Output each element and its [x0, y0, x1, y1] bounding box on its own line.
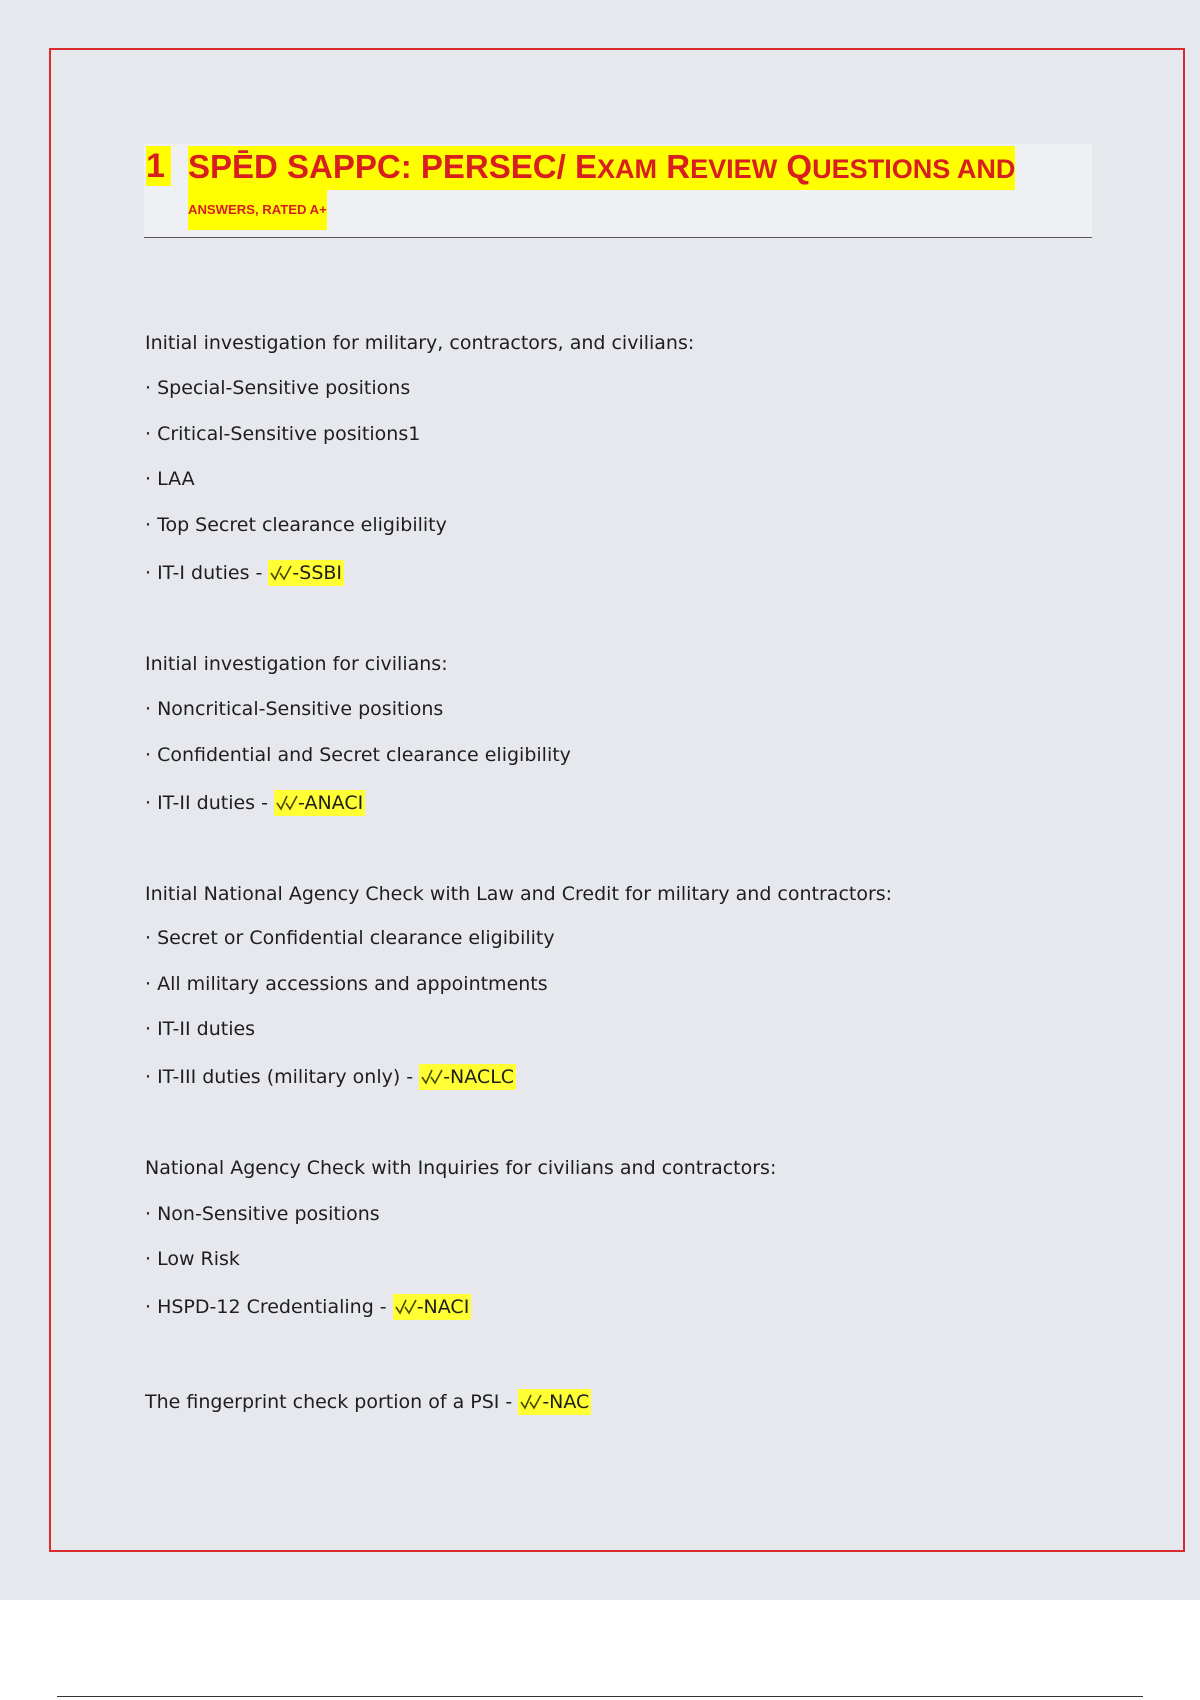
title-line-1: SPĒD SAPPC: PERSEC/ EXAM REVIEW QUESTIONS AND — [188, 146, 1015, 190]
section-heading: National Agency Check with Inquiries for civilians and contractors: — [145, 1157, 777, 1179]
answer-highlight — [268, 560, 344, 586]
footer-divider — [57, 1696, 1143, 1697]
answer-prefix: · HSPD-12 Credentialing - — [145, 1296, 393, 1318]
answer-line — [145, 1389, 591, 1415]
bullet-item: · Noncritical-Sensitive positions — [145, 698, 444, 720]
answer-line — [145, 1064, 516, 1090]
answer-highlight — [419, 1064, 516, 1090]
answer-prefix: The fingerprint check portion of a PSI - — [145, 1391, 519, 1413]
section-heading: Initial investigation for military, contractors, and civilians: — [145, 332, 695, 354]
double-checkmark-icon — [520, 1392, 542, 1410]
answer-text: -SSBI — [292, 562, 343, 584]
title-number: 1 — [146, 146, 171, 186]
answer-prefix: · IT-II duties - — [145, 792, 275, 814]
section-heading: Initial National Agency Check with Law and Credit for military and contractors: — [145, 883, 893, 905]
answer-text: -NAC — [542, 1391, 590, 1413]
bullet-item: · IT-II duties — [145, 1018, 256, 1040]
double-checkmark-icon — [421, 1067, 443, 1085]
answer-prefix: · IT-I duties - — [145, 562, 269, 584]
double-checkmark-icon — [270, 563, 292, 581]
double-checkmark-icon — [395, 1297, 417, 1315]
answer-highlight — [518, 1389, 591, 1415]
answer-text: -ANACI — [298, 792, 364, 814]
bullet-item: · LAA — [145, 468, 195, 490]
section-heading: Initial investigation for civilians: — [145, 653, 448, 675]
answer-line — [145, 1294, 471, 1320]
answer-line — [145, 560, 344, 586]
bullet-item: · All military accessions and appointments — [145, 973, 548, 995]
double-checkmark-icon — [276, 793, 298, 811]
bullet-item: · Non-Sensitive positions — [145, 1203, 380, 1225]
answer-prefix: · IT-III duties (military only) - — [145, 1066, 420, 1088]
bullet-item: · Top Secret clearance eligibility — [145, 514, 447, 536]
bullet-item: · Critical-Sensitive positions1 — [145, 423, 421, 445]
answer-highlight — [274, 790, 365, 816]
answer-line — [145, 790, 365, 816]
title-line-2: ANSWERS, RATED A+ — [188, 190, 327, 230]
bullet-item: · Low Risk — [145, 1248, 240, 1270]
bullet-item: · Special-Sensitive positions — [145, 377, 411, 399]
answer-text: -NACLC — [443, 1066, 515, 1088]
answer-highlight — [393, 1294, 472, 1320]
answer-text: -NACI — [416, 1296, 470, 1318]
bullet-item: · Secret or Confidential clearance eligibility — [145, 927, 555, 949]
bullet-item: · Confidential and Secret clearance eligibility — [145, 744, 571, 766]
